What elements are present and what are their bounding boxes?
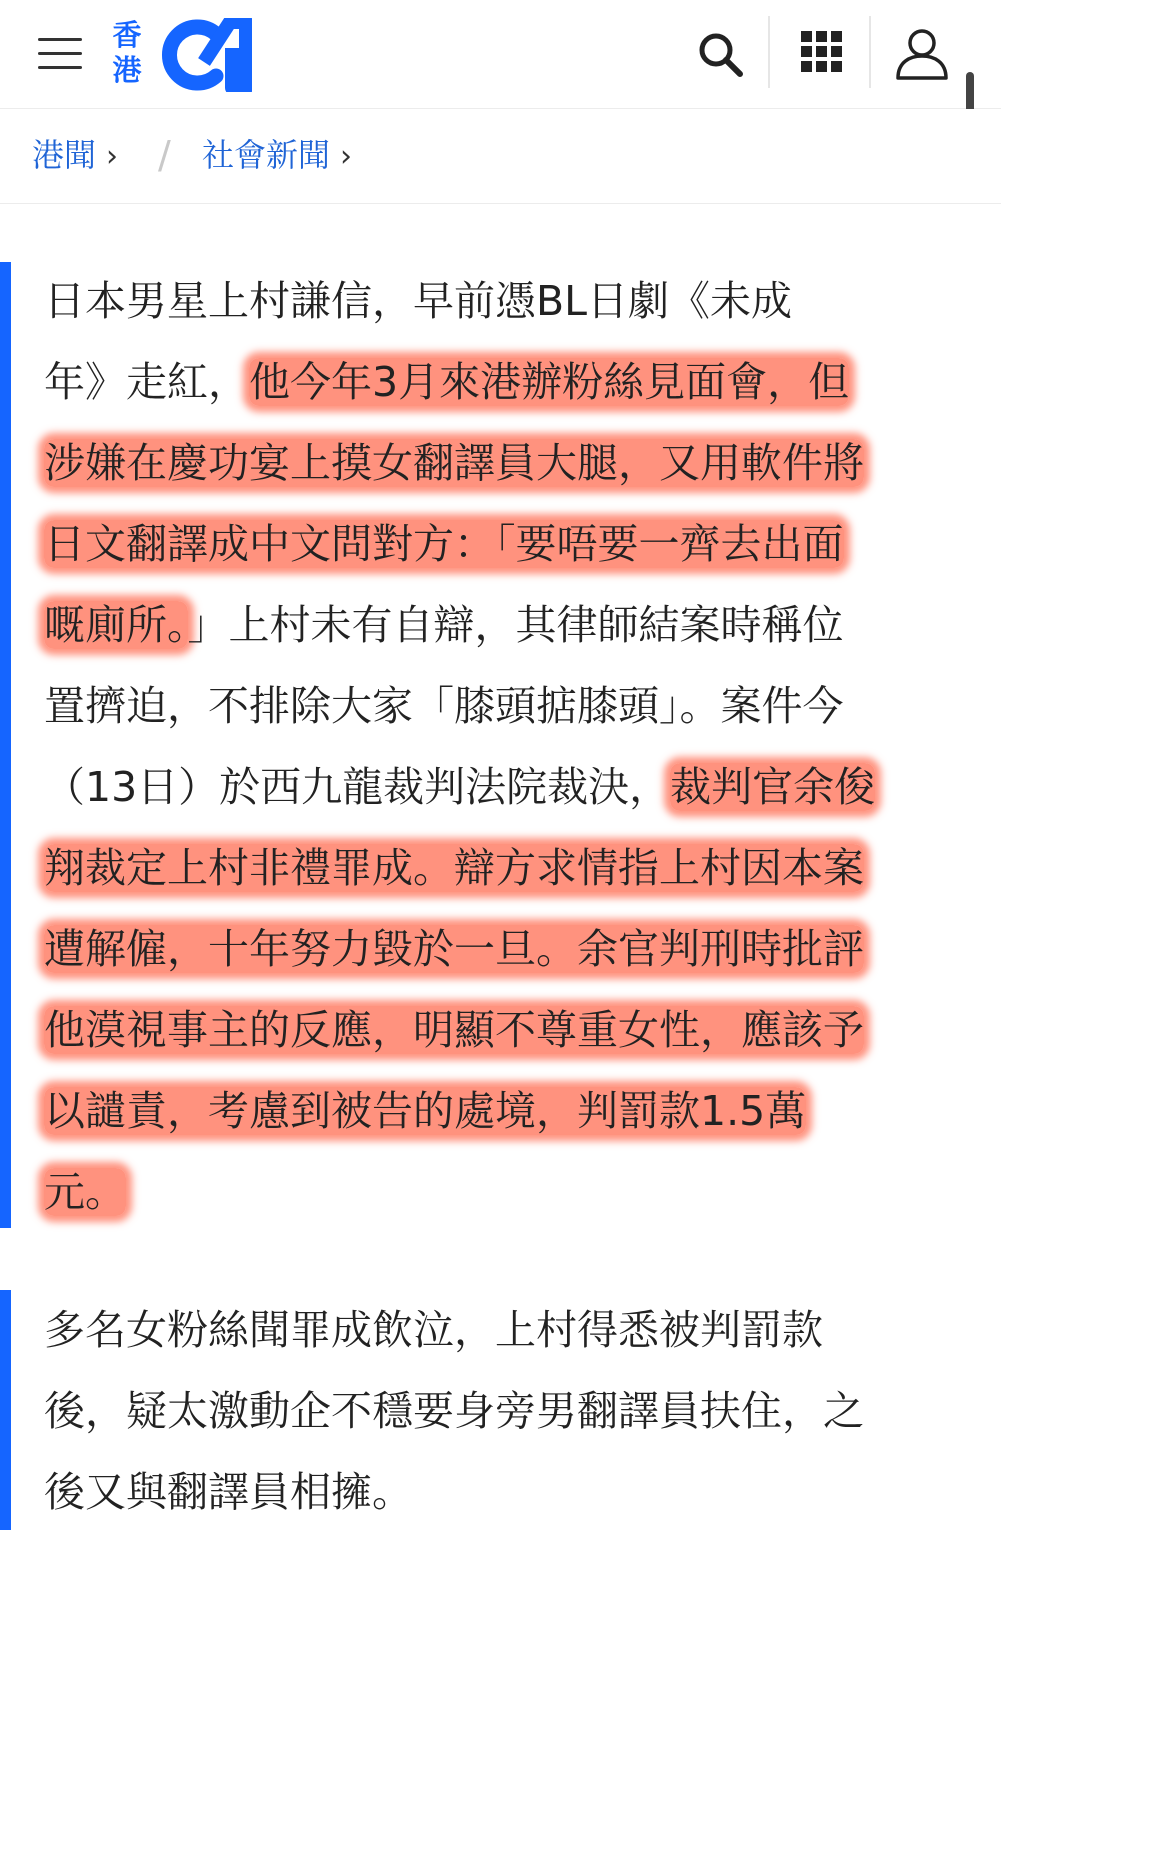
paragraph-line (44, 918, 864, 980)
paragraph-line (44, 1080, 806, 1142)
paragraph-line (44, 513, 844, 575)
top-header (0, 0, 1001, 109)
paragraph-line (44, 270, 792, 332)
quote-bar (0, 1290, 11, 1530)
breadcrumb-separator: / (158, 133, 171, 177)
user-icon[interactable] (892, 24, 952, 84)
text-span: 後，疑太激動企不穩要身旁男翻譯員扶住，之 (44, 1387, 864, 1435)
text-span: 多名女粉絲聞罪成飲泣，上村得悉被判罰款 (44, 1306, 823, 1354)
highlighted-text: 涉嫌在慶功宴上摸女翻譯員大腿，又用軟件將 (44, 439, 864, 487)
paragraph-line (44, 351, 849, 413)
paragraph-line (44, 1380, 864, 1442)
text-span: 置擠迫，不排除大家「膝頭掂膝頭」。案件今 (44, 682, 844, 730)
breadcrumb-item-social-news[interactable]: 社會新聞 › (202, 136, 353, 174)
chevron-right-icon: › (106, 139, 119, 174)
paragraph-line (44, 432, 864, 494)
header-divider (869, 16, 871, 88)
paragraph-line (44, 837, 864, 899)
text-span: 」上村未有自辯，其律師結案時稱位 (187, 601, 844, 649)
paragraph-line (44, 999, 864, 1061)
highlighted-text: 以譴責，考慮到被告的處境，判罰款1.5萬 (44, 1087, 807, 1135)
highlighted-text: 日文翻譯成中文問對方：「要唔要一齊去出面 (44, 520, 844, 568)
quote-bar (0, 262, 11, 1228)
header-divider (768, 16, 770, 88)
logo-text: 香 港 (112, 18, 142, 87)
article-blockquote (0, 1290, 1001, 1530)
highlighted-text: 他今年3月來港辦粉絲見面會，但 (249, 358, 850, 406)
text-span: （13日）於西九龍裁判法院裁決， (44, 763, 671, 811)
text-span: 後又與翻譯員相擁。 (44, 1468, 413, 1516)
paragraph-line (44, 1161, 126, 1223)
text-span: 日本男星上村謙信，早前憑BL日劇《未成 (44, 277, 792, 325)
breadcrumb (0, 109, 1001, 204)
paragraph-line (44, 1461, 413, 1523)
logo-01-mark (152, 18, 252, 92)
apps-grid-icon[interactable] (798, 28, 846, 76)
paragraph-line (44, 594, 844, 656)
paragraph-line (44, 756, 875, 818)
highlighted-text: 翔裁定上村非禮罪成。辯方求情指上村因本案 (44, 844, 864, 892)
hk01-logo[interactable] (110, 18, 260, 92)
article-blockquote (0, 262, 1001, 1228)
highlighted-text: 裁判官余俊 (670, 763, 876, 811)
paragraph-line (44, 1299, 823, 1361)
highlighted-text: 元。 (44, 1168, 126, 1216)
menu-icon[interactable] (38, 34, 84, 74)
paragraph-line (44, 675, 844, 737)
search-icon[interactable] (694, 28, 748, 82)
text-span: 年》走紅， (44, 358, 249, 406)
highlighted-text: 他漠視事主的反應，明顯不尊重女性，應該予 (44, 1006, 864, 1054)
highlighted-text: 嘅廁所。 (44, 601, 188, 649)
chevron-right-icon: › (340, 139, 353, 174)
breadcrumb-item-hk-news[interactable]: 港聞 › (32, 136, 119, 174)
highlighted-text: 遭解僱，十年努力毀於一旦。余官判刑時批評 (44, 925, 864, 973)
